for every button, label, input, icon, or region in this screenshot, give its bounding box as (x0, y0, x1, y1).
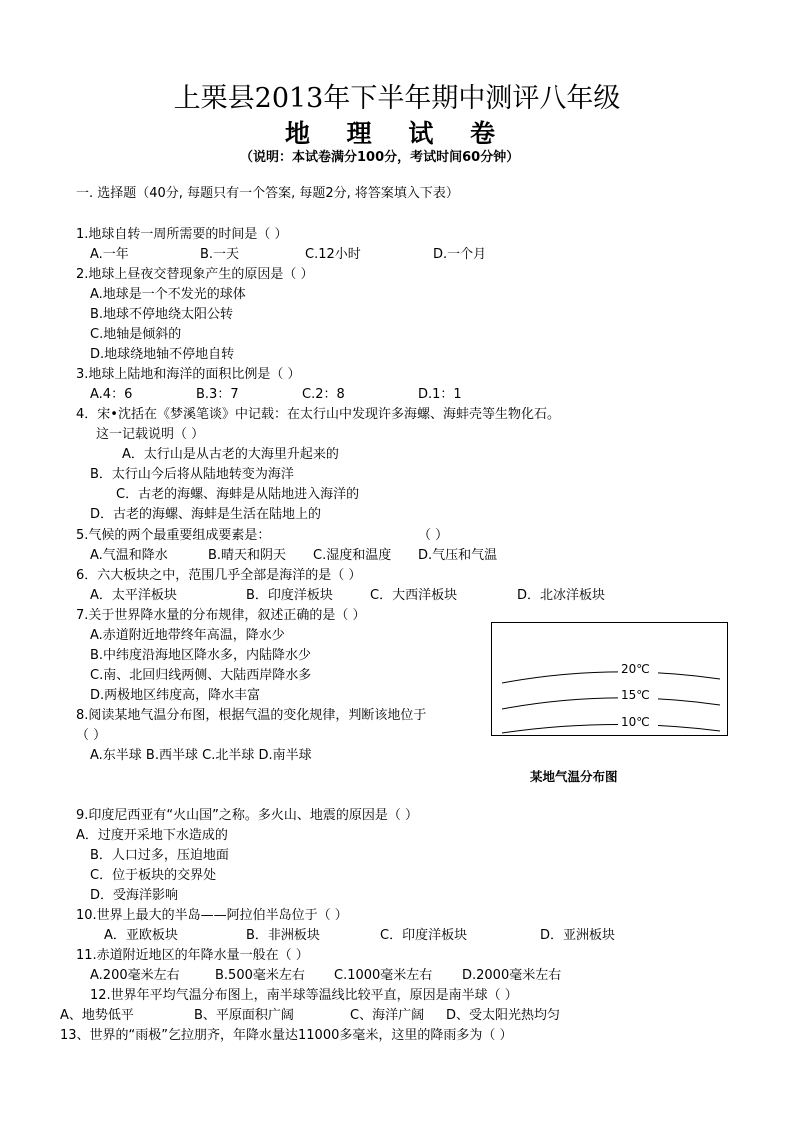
q6-option-d: D．北冰洋板块 (517, 588, 606, 603)
q7-option-a: A.赤道附近地带终年高温，降水少 (90, 628, 285, 643)
q12-option-b: B、平原面积广阔 (194, 1008, 294, 1023)
q10-option-a: A．亚欧板块 (104, 928, 178, 943)
q11-option-b: B.500毫米左右 (215, 968, 305, 983)
q5-answer-paren: （ ） (418, 528, 449, 543)
q2-option-a: A.地球是一个不发光的球体 (90, 287, 246, 302)
q1-stem: 1.地球自转一周所需要的时间是（ ） (76, 227, 288, 242)
q7-option-d: D.两极地区纬度高，降水丰富 (90, 688, 261, 703)
q1-option-d: D.一个月 (433, 247, 487, 262)
q3-option-b: B.3：7 (196, 387, 239, 402)
q5-option-d: D.气压和气温 (418, 548, 498, 563)
q13-stem: 13、世界的“雨极”乞拉朋齐，年降水量达11000多毫米，这里的降雨多为（ ） (60, 1028, 513, 1043)
q4-option-a: A．太行山是从古老的大海里升起来的 (122, 447, 339, 462)
q9-option-b: B．人口过多，压迫地面 (90, 848, 229, 863)
q9-option-d: D．受海洋影响 (90, 888, 179, 903)
q6-option-b: B．印度洋板块 (246, 588, 333, 603)
q2-option-c: C.地轴是倾斜的 (90, 327, 182, 342)
q3-option-d: D.1：1 (418, 387, 462, 402)
q3-stem: 3.地球上陆地和海洋的面积比例是（ ） (76, 367, 301, 382)
q10-option-b: B．非洲板块 (246, 928, 320, 943)
q3-option-a: A.4：6 (90, 387, 133, 402)
exam-title: 上栗县2013年下半年期中测评八年级 (173, 83, 621, 114)
q5-option-b: B.晴天和阴天 (208, 548, 287, 563)
q7-stem: 7.关于世界降水量的分布规律，叙述正确的是（ ） (76, 608, 366, 623)
q8-answer-paren: （ ） (76, 728, 107, 743)
q6-option-c: C．大西洋板块 (370, 588, 458, 603)
q4-option-b: B．太行山今后将从陆地转变为海洋 (90, 467, 294, 482)
isotherm-line-15 (502, 698, 720, 709)
q7-option-b: B.中纬度沿海地区降水多，内陆降水少 (90, 648, 312, 663)
q9-stem: 9.印度尼西亚有“火山国”之称。多火山、地震的原因是（ ） (76, 808, 419, 823)
q8-stem: 8.阅读某地气温分布图，根据气温的变化规律，判断该地位于 (76, 708, 427, 723)
isotherm-figure (491, 622, 728, 736)
isotherm-label-15: 15℃ (621, 688, 650, 702)
q1-option-b: B.一天 (200, 247, 240, 262)
q2-option-b: B.地球不停地绕太阳公转 (90, 307, 234, 322)
q2-option-d: D.地球绕地轴不停地自转 (90, 347, 235, 362)
isotherm-label-10: 10℃ (621, 715, 650, 729)
isotherm-label-20: 20℃ (621, 662, 650, 676)
q4-stem-continued: 这一记载说明（ ） (96, 427, 205, 442)
q8-options: A.东半球 B.西半球 C.北半球 D.南半球 (90, 748, 312, 763)
exam-subtitle: 地 理 试 卷 (284, 119, 510, 148)
q4-option-d: D．古老的海螺、海蚌是生活在陆地上的 (90, 507, 322, 522)
q10-option-c: C．印度洋板块 (380, 928, 468, 943)
q11-option-c: C.1000毫米左右 (334, 968, 433, 983)
q3-option-c: C.2：8 (302, 387, 345, 402)
q11-option-a: A.200毫米左右 (90, 968, 180, 983)
q12-stem: 12.世界年平均气温分布图上，南半球等温线比较平直，原因是南半球（ ） (90, 988, 518, 1003)
q9-option-c: C．位于板块的交界处 (90, 868, 217, 883)
q4-stem: 4．宋•沈括在《梦溪笔谈》中记载：在太行山中发现许多海螺、海蚌壳等生物化石。 (76, 407, 560, 422)
q6-option-a: A．太平洋板块 (90, 588, 177, 603)
figure-caption: 某地气温分布图 (530, 769, 618, 784)
q2-stem: 2.地球上昼夜交替现象产生的原因是（ ） (76, 267, 314, 282)
q12-option-d: D、受太阳光热均匀 (446, 1008, 561, 1023)
section-heading: 一. 选择题（40分, 每题只有一个答案, 每题2分, 将答案填入下表） (76, 186, 459, 201)
q12-option-a: A、地势低平 (60, 1008, 134, 1023)
q11-option-d: D.2000毫米左右 (462, 968, 562, 983)
q7-option-c: C.南、北回归线两侧、大陆西岸降水多 (90, 668, 312, 683)
q4-option-c: C．古老的海螺、海蚌是从陆地进入海洋的 (116, 487, 360, 502)
q10-stem: 10.世界上最大的半岛——阿拉伯半岛位于（ ） (76, 908, 348, 923)
q10-option-d: D．亚洲板块 (540, 928, 616, 943)
exam-note: （说明：本试卷满分100分，考试时间60分钟） (240, 150, 520, 165)
q5-option-a: A.气温和降水 (90, 548, 168, 563)
q9-option-a: A．过度开采地下水造成的 (76, 828, 228, 843)
q12-option-c: C、海洋广阔 (350, 1008, 425, 1023)
q1-option-a: A.一年 (90, 247, 129, 262)
q6-stem: 6．六大板块之中，范围几乎全部是海洋的是（ ） (76, 568, 362, 583)
isotherm-line-10 (502, 724, 720, 733)
q11-stem: 11.赤道附近地区的年降水量一般在（ ） (76, 948, 309, 963)
isotherm-line-20 (502, 672, 720, 683)
isotherm-lines (492, 623, 727, 735)
q5-option-c: C.湿度和温度 (313, 548, 392, 563)
q5-stem: 5.气候的两个最重要组成要素是： (76, 528, 271, 543)
q1-option-c: C.12小时 (305, 247, 361, 262)
